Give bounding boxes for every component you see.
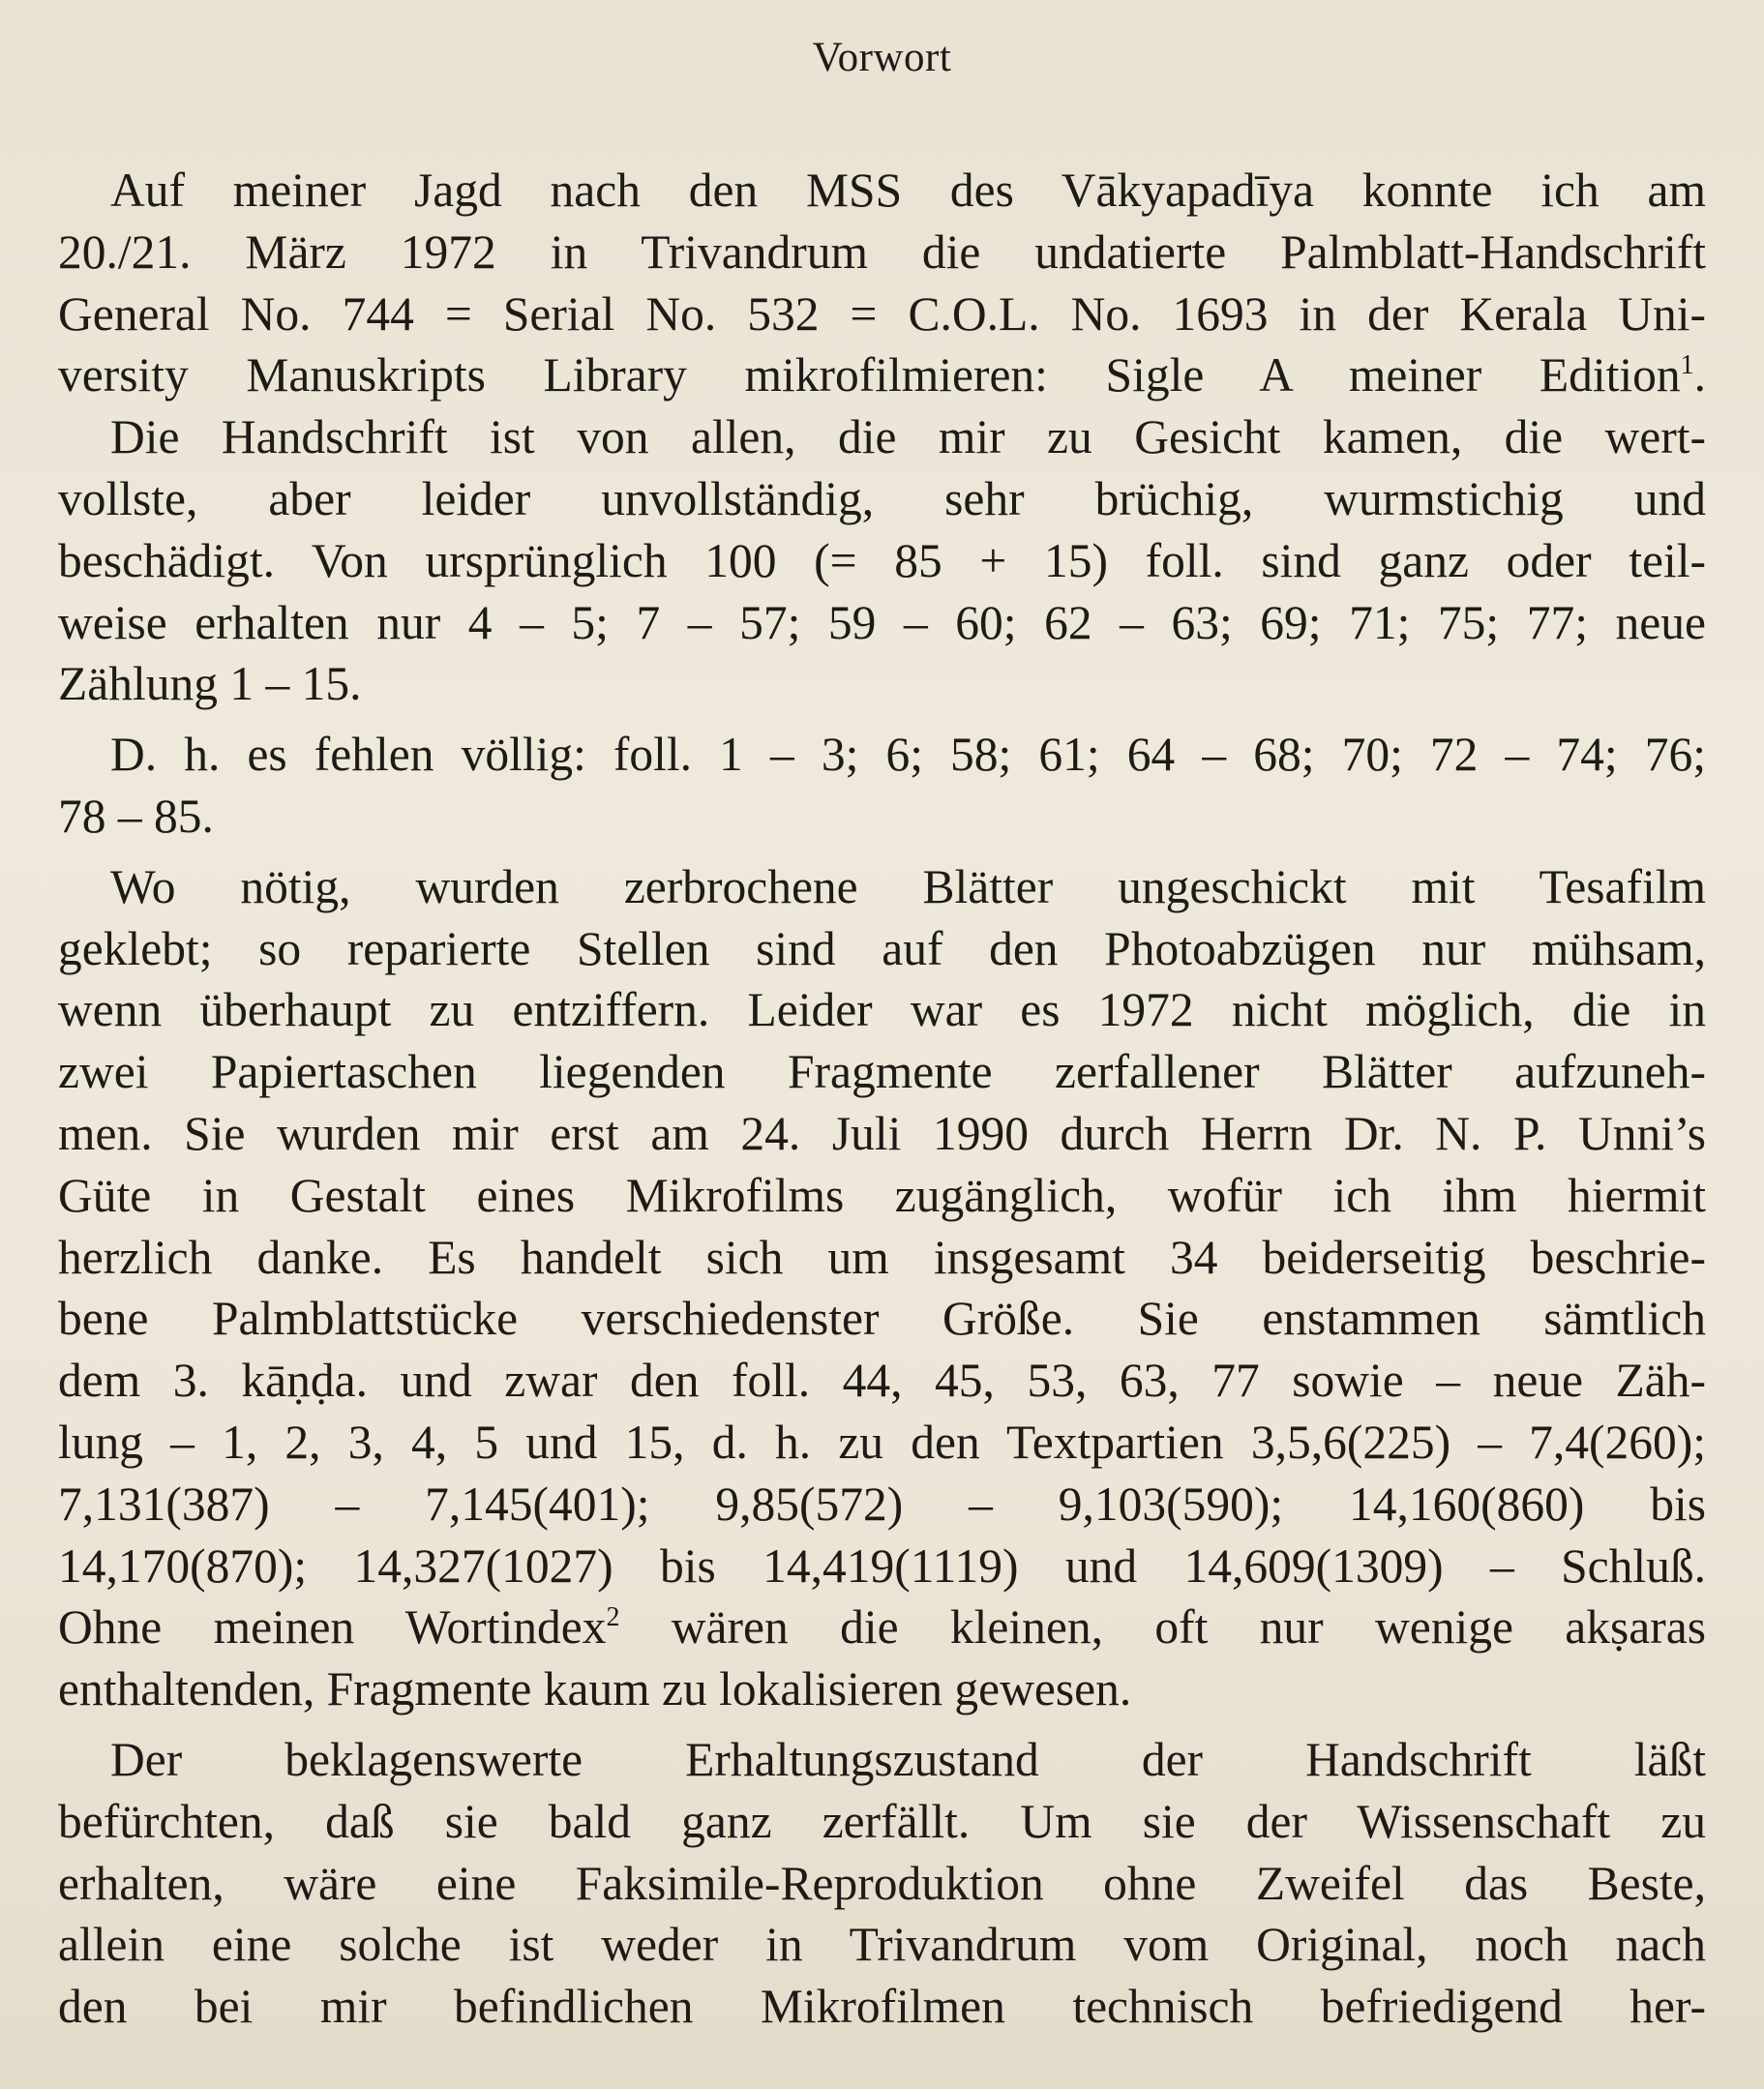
line-text: versity Manuskripts Library mikrofilmieren: Sigle A meiner Edition [58,348,1681,403]
text-line [58,344,1706,406]
text-line [58,786,1706,848]
line-text: den bei mir befindlichen Mikrofilmen technisch befriedigend her- [58,1980,1706,2034]
text-line [58,1103,1706,1165]
text-line [58,1227,1706,1289]
paragraph [58,856,1706,1720]
text-line [58,653,1706,715]
line-text: Auf meiner Jagd nach den MSS des Vākyapadīya konnte ich am [110,164,1706,217]
line-text: vollste, aber leider unvollständig, sehr brüchig, wurmstichig und [58,471,1706,525]
text-line [58,1412,1706,1474]
line-text: erhalten, wäre eine Faksimile-Reproduktion ohne Zweifel das Beste, [58,1856,1706,1910]
line-text: beschädigt. Von ursprünglich 100 (= 85 + 15) foll. sind ganz oder teil- [58,533,1706,587]
line-text: enthaltenden, Fragmente kaum zu lokalisieren gewesen. [58,1662,1132,1716]
line-text: 78 – 85. [58,789,214,843]
line-text: Die Handschrift ist von allen, die mir zu Gesicht kamen, die wert- [110,410,1706,464]
preface-body [58,160,1706,2038]
line-text: zwei Papiertaschen liegenden Fragmente zerfallener Blätter aufzuneh- [58,1045,1706,1099]
text-line [58,1165,1706,1227]
text-line [58,1474,1706,1536]
line-text: men. Sie wurden mir erst am 24. Juli 1990 durch Herrn Dr. N. P. Unni’s [58,1106,1706,1160]
text-line [58,160,1706,222]
text-line [58,1976,1706,2038]
line-text: lung – 1, 2, 3, 4, 5 und 15, d. h. zu den Textpartien 3,5,6(225) – 7,4(260); [58,1415,1706,1469]
text-line [58,1791,1706,1853]
text-line [58,724,1706,786]
text-line [58,468,1706,530]
line-text: 14,170(870); 14,327(1027) bis 14,419(1119) und 14,609(1309) – Schluß. [58,1538,1706,1593]
line-tail: . [1693,348,1706,403]
line-text: Güte in Gestalt eines Mikrofilms zugänglich, wofür ich ihm hiermit [58,1168,1706,1222]
line-text: 7,131(387) – 7,145(401); 9,85(572) – 9,103(590); 14,160(860) bis [58,1477,1706,1531]
text-line [58,918,1706,980]
text-line [58,1597,1706,1658]
footnote-marker: 1 [1680,350,1694,381]
text-line [58,1914,1706,1976]
page-heading: Vorwort [812,35,952,80]
footnote-marker: 2 [606,1602,620,1633]
line-text: Zählung 1 – 15. [58,657,362,711]
text-line [58,979,1706,1041]
paragraph [58,406,1706,715]
line-text: Wo nötig, wurden zerbrochene Blätter ungeschickt mit Tesafilm [110,859,1706,913]
text-line [58,530,1706,592]
line-text: bene Palmblattstücke verschiedenster Größe. Sie enstammen sämtlich [58,1292,1706,1346]
line-text: allein eine solche ist weder in Trivandrum vom Original, noch nach [58,1918,1706,1972]
line-tail: wären die kleinen, oft nur wenige akṣaras [619,1600,1706,1655]
line-text: befürchten, daß sie bald ganz zerfällt. Um sie der Wissenschaft zu [58,1794,1706,1848]
text-line [58,1658,1706,1720]
line-text: Der beklagenswerte Erhaltungszustand der Handschrift läßt [110,1732,1706,1786]
text-line [58,222,1706,284]
paragraph [58,1729,1706,2038]
line-text: Ohne meinen Wortindex [58,1600,607,1655]
text-line [58,1536,1706,1597]
line-text: 20./21. März 1972 in Trivandrum die undatierte Palmblatt-Handschrift [58,224,1706,279]
text-line [58,1729,1706,1791]
paragraph [58,160,1706,406]
line-text: wenn überhaupt zu entziffern. Leider war es 1972 nicht möglich, die in [58,983,1706,1037]
line-text: D. h. es fehlen völlig: foll. 1 – 3; 6; 58; 61; 64 – 68; 70; 72 – 74; 76; [110,728,1706,782]
line-text: General No. 744 = Serial No. 532 = C.O.L. No. 1693 in der Kerala Uni- [58,286,1706,341]
text-line [58,1041,1706,1103]
text-line [58,1853,1706,1915]
text-line [58,592,1706,654]
text-line [58,1350,1706,1412]
text-line [58,284,1706,345]
paragraph [58,724,1706,848]
line-text: herzlich danke. Es handelt sich um insgesamt 34 beiderseitig beschrie- [58,1230,1706,1284]
line-text: geklebt; so reparierte Stellen sind auf den Photoabzügen nur mühsam, [58,921,1706,975]
line-text: weise erhalten nur 4 – 5; 7 – 57; 59 – 60; 62 – 63; 69; 71; 75; 77; neue [58,595,1706,649]
text-line [58,856,1706,918]
line-text: dem 3. kāṇḍa. und zwar den foll. 44, 45, 53, 63, 77 sowie – neue Zäh- [58,1354,1706,1408]
text-line [58,1288,1706,1350]
text-line [58,406,1706,468]
